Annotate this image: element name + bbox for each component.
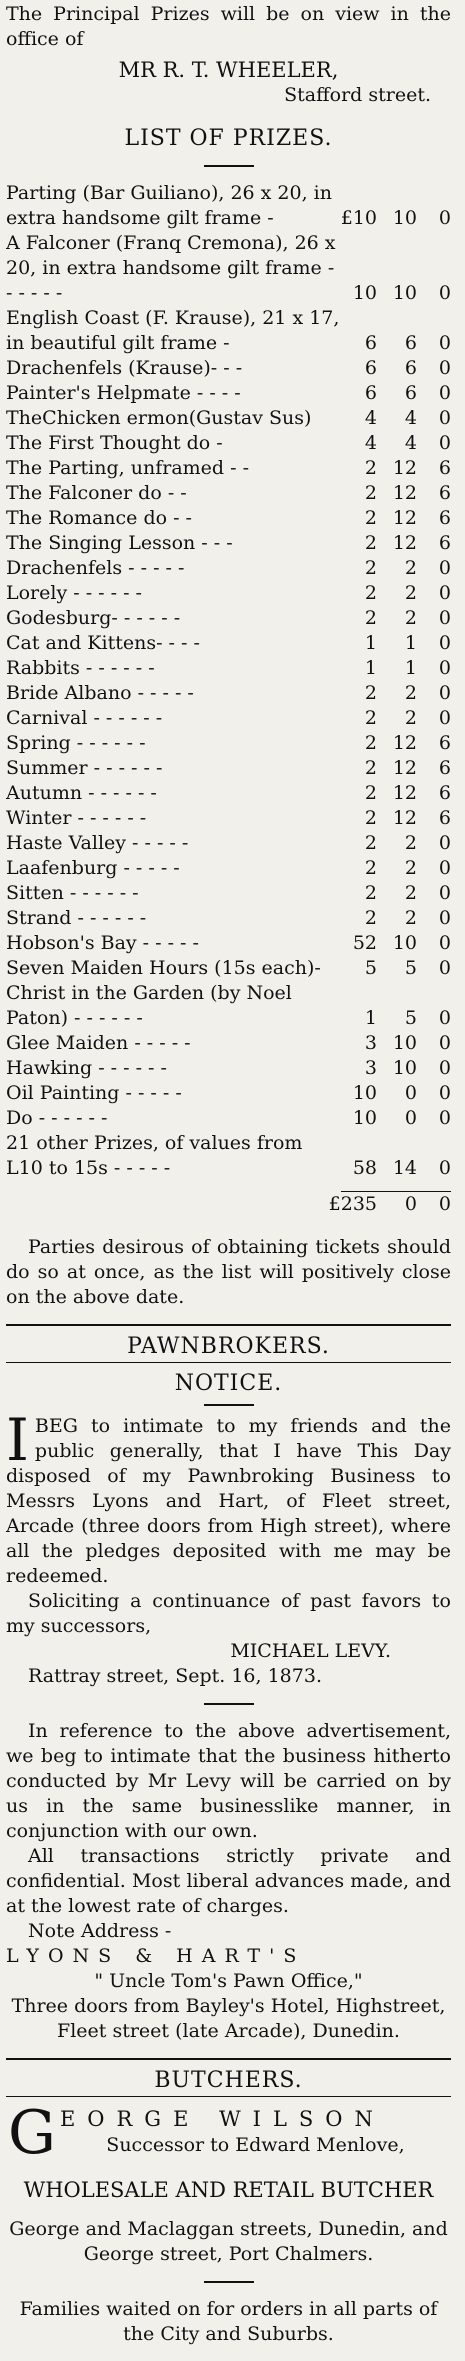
prize-row [6, 1031, 451, 1056]
prize-pounds: 3 [364, 1032, 377, 1054]
pawn-address: Three doors from Bayley's Hotel, Highstreet, Fleet street (late Arcade), Dunedin. [11, 1995, 446, 2042]
prize-row [6, 606, 451, 631]
pawn-office: " Uncle Tom's Pawn Office," [94, 1970, 363, 1992]
prize-pounds: 6 [364, 332, 377, 354]
prize-name: Drachenfels - - - - - [6, 557, 185, 579]
prize-pence: 0 [438, 282, 451, 304]
prize-row [6, 831, 451, 856]
prize-name: Cat and Kittens- - - - [6, 632, 200, 654]
prize-pence: 0 [438, 432, 451, 454]
prize-row [6, 806, 451, 831]
prize-shillings: 12 [392, 482, 417, 504]
pawn-body-3: In reference to the above advertisement, we beg to intimate that the business hitherto conducted by Mr Levy will be carried on by us in the same businesslike manner, in conjunction with our own. [6, 1720, 451, 1842]
prize-name: Glee Maiden - - - - - [6, 1032, 191, 1054]
prize-name: Drachenfels (Krause)- - - [6, 357, 243, 379]
prize-pounds: 10 [352, 1082, 377, 1104]
prize-pounds: 2 [364, 907, 377, 929]
prize-pence: 6 [438, 782, 451, 804]
prize-shillings: 12 [392, 757, 417, 779]
prize-pounds: 2 [364, 707, 377, 729]
prize-pence: 0 [438, 857, 451, 879]
butcher-dropcap: G [8, 2098, 56, 2168]
prize-pence: 0 [438, 607, 451, 629]
prize-pence: 6 [438, 507, 451, 529]
prize-name: Hawking - - - - - - [6, 1057, 167, 1079]
prize-pence: 6 [438, 807, 451, 829]
prize-name: Winter - - - - - - [6, 807, 147, 829]
prize-pence: 0 [438, 1082, 451, 1104]
prize-name: The First Thought do - [6, 432, 223, 454]
prize-pence: 0 [438, 957, 451, 979]
butcher-name-block [6, 2098, 451, 2168]
prize-row [6, 856, 451, 881]
pawn-firm: LYONS & HART'S [6, 1945, 306, 1967]
divider [204, 1404, 254, 1406]
prize-pounds: 2 [364, 782, 377, 804]
prize-pounds: 6 [364, 382, 377, 404]
prize-pence: 6 [438, 482, 451, 504]
prize-row [6, 631, 451, 656]
prize-shillings: 6 [404, 332, 417, 354]
prize-name: Laafenburg - - - - - [6, 857, 180, 879]
prize-shillings: 12 [392, 782, 417, 804]
prize-pounds: 2 [364, 457, 377, 479]
prize-shillings: 10 [392, 207, 417, 229]
prize-pounds: 2 [364, 732, 377, 754]
prize-name: 21 other Prizes, of values from L10 to 15s - - - - - [6, 1132, 303, 1179]
prize-name: Carnival - - - - - - [6, 707, 163, 729]
prize-name: The Romance do - - [6, 507, 192, 529]
prize-pounds: 1 [364, 657, 377, 679]
prize-pence: 0 [438, 1157, 451, 1179]
prize-shillings: 10 [392, 932, 417, 954]
prize-row [6, 1131, 451, 1181]
prize-name: Lorely - - - - - - [6, 582, 142, 604]
prize-pounds: 2 [364, 482, 377, 504]
prize-name: Painter's Helpmate - - - - [6, 382, 241, 404]
section-rule [6, 1362, 451, 1363]
prize-pounds: 5 [364, 957, 377, 979]
prize-pence: 0 [438, 557, 451, 579]
prize-total [6, 1192, 451, 1217]
prize-pence: 0 [438, 1032, 451, 1054]
butcher-address: George and Maclaggan streets, Dunedin, and George street, Port Chalmers. [9, 2218, 448, 2265]
butcher-section-title: BUTCHERS. [154, 2068, 303, 2093]
prize-list [6, 181, 451, 1181]
prize-row [6, 656, 451, 681]
prize-shillings: 2 [404, 682, 417, 704]
prize-pounds: 3 [364, 1057, 377, 1079]
prize-name: English Coast (F. Krause), 21 x 17, in beautiful gilt frame - [6, 307, 340, 354]
prize-pounds: 52 [352, 932, 377, 954]
prize-shillings: 12 [392, 807, 417, 829]
prize-row [6, 906, 451, 931]
prize-pounds: 2 [364, 882, 377, 904]
section-rule [6, 2058, 451, 2060]
total-pounds: £235 [328, 1193, 377, 1215]
prize-pence: 6 [438, 532, 451, 554]
prize-pounds: 58 [352, 1157, 377, 1179]
prize-row [6, 781, 451, 806]
prize-pence: 0 [438, 632, 451, 654]
prize-pounds: 2 [364, 807, 377, 829]
prize-shillings: 12 [392, 507, 417, 529]
prize-pence: 0 [438, 407, 451, 429]
intro-street: Stafford street. [284, 84, 431, 106]
prize-shillings: 14 [392, 1157, 417, 1179]
pawn-section-title: PAWNBROKERS. [127, 1334, 330, 1359]
prize-row [6, 681, 451, 706]
prize-shillings: 2 [404, 882, 417, 904]
prize-pounds: 10 [352, 1107, 377, 1129]
prize-name: Bride Albano - - - - - [6, 682, 194, 704]
prize-pence: 0 [438, 707, 451, 729]
prize-shillings: 0 [404, 1082, 417, 1104]
pawn-signer: MICHAEL LEVY. [230, 1640, 391, 1662]
prize-row [6, 531, 451, 556]
prize-row [6, 881, 451, 906]
prize-row [6, 231, 451, 306]
prize-name: Godesburg- - - - - - [6, 607, 181, 629]
butcher-successor: Successor to Edward Menlove, [106, 2134, 405, 2156]
prize-row [6, 481, 451, 506]
prize-shillings: 2 [404, 607, 417, 629]
prize-row [6, 306, 451, 356]
prize-shillings: 0 [404, 1107, 417, 1129]
prize-pence: 6 [438, 457, 451, 479]
prize-pounds: 4 [364, 432, 377, 454]
prize-shillings: 2 [404, 707, 417, 729]
prize-name: Oil Painting - - - - - [6, 1082, 182, 1104]
prize-pence: 0 [438, 1107, 451, 1129]
prize-name: The Falconer do - - [6, 482, 187, 504]
prize-name: Autumn - - - - - - [6, 782, 157, 804]
butcher-families: Families waited on for orders in all parts of the City and Suburbs. [19, 2298, 438, 2345]
pawn-notice-title: NOTICE. [174, 1371, 283, 1396]
prize-pence: 0 [438, 907, 451, 929]
prize-row [6, 556, 451, 581]
pawn-body-1-text: BEG to intimate to my friends and the public generally, that I have This Day disposed of my Pawnbroking Business to Messrs Lyons and Hart, of Fleet street, Arcade (three doors from High street), where all the pledges deposited with me may be redeemed. [6, 1415, 451, 1587]
newspaper-column [6, 0, 451, 2347]
prize-pence: 0 [438, 382, 451, 404]
prize-pounds: 2 [364, 857, 377, 879]
prize-pounds: 2 [364, 607, 377, 629]
prize-pence: 6 [438, 732, 451, 754]
prize-shillings: 10 [392, 1032, 417, 1054]
prize-row [6, 356, 451, 381]
intro-name: MR R. T. WHEELER, [118, 58, 339, 82]
prize-pounds: 10 [352, 282, 377, 304]
intro-line: The Principal Prizes will be on view in the office of [6, 3, 451, 50]
prize-shillings: 5 [404, 1007, 417, 1029]
prize-pounds: £10 [340, 207, 377, 229]
prize-row [6, 1081, 451, 1106]
prize-shillings: 4 [404, 407, 417, 429]
prize-shillings: 12 [392, 532, 417, 554]
prize-pence: 0 [438, 932, 451, 954]
prize-row [6, 981, 451, 1031]
prize-shillings: 5 [404, 957, 417, 979]
pawn-dropcap: I [6, 1406, 29, 1474]
prize-name: Haste Valley - - - - - [6, 832, 189, 854]
prize-row [6, 181, 451, 231]
pawn-note: Note Address - [28, 1920, 172, 1942]
prize-row [6, 406, 451, 431]
prize-row [6, 581, 451, 606]
prize-pounds: 2 [364, 582, 377, 604]
prize-pence: 6 [438, 757, 451, 779]
prize-shillings: 2 [404, 557, 417, 579]
prize-row [6, 1106, 451, 1131]
divider [204, 1703, 254, 1705]
prize-shillings: 10 [392, 1057, 417, 1079]
divider [204, 2281, 254, 2283]
prize-shillings: 4 [404, 432, 417, 454]
prize-pence: 0 [438, 332, 451, 354]
section-rule [6, 2096, 451, 2097]
prize-pounds: 6 [364, 357, 377, 379]
prize-pounds: 2 [364, 682, 377, 704]
prize-pounds: 2 [364, 557, 377, 579]
prize-name: Rabbits - - - - - - [6, 657, 155, 679]
prize-pounds: 4 [364, 407, 377, 429]
prize-row [6, 756, 451, 781]
prize-shillings: 12 [392, 732, 417, 754]
prize-shillings: 10 [392, 282, 417, 304]
prize-pounds: 2 [364, 532, 377, 554]
divider [204, 165, 254, 167]
prize-row [6, 381, 451, 406]
prize-row [6, 1056, 451, 1081]
prize-row [6, 506, 451, 531]
prize-row [6, 431, 451, 456]
prize-pence: 0 [438, 882, 451, 904]
prize-pence: 0 [438, 657, 451, 679]
prize-shillings: 6 [404, 357, 417, 379]
prize-pounds: 1 [364, 1007, 377, 1029]
prize-row [6, 731, 451, 756]
prize-pence: 0 [438, 582, 451, 604]
prize-pence: 0 [438, 1007, 451, 1029]
pawn-dateline: Rattray street, Sept. 16, 1873. [28, 1665, 322, 1687]
prize-shillings: 2 [404, 907, 417, 929]
butcher-trade: WHOLESALE AND RETAIL BUTCHER [23, 2178, 434, 2202]
prize-pounds: 1 [364, 632, 377, 654]
prize-name: The Singing Lesson - - - [6, 532, 233, 554]
prize-shillings: 2 [404, 857, 417, 879]
prize-shillings: 2 [404, 582, 417, 604]
prize-shillings: 12 [392, 457, 417, 479]
prize-name: Strand - - - - - - [6, 907, 147, 929]
prize-row [6, 456, 451, 481]
prize-name: Parting (Bar Guiliano), 26 x 20, in extra handsome gilt frame - [6, 182, 332, 229]
prize-name: TheChicken ermon(Gustav Sus) [6, 407, 312, 429]
total-shillings: 0 [404, 1193, 417, 1215]
prize-pence: 0 [438, 1057, 451, 1079]
pawn-body-4: All transactions strictly private and confidential. Most liberal advances made, and at the lowest rate of charges. [6, 1845, 451, 1917]
prize-name: Spring - - - - - - [6, 732, 146, 754]
prize-name: Sitten - - - - - - [6, 882, 139, 904]
pawn-body-1 [6, 1406, 451, 1589]
total-pence: 0 [438, 1193, 451, 1215]
prize-name: Seven Maiden Hours (15s each)- [6, 957, 321, 979]
prize-name: Christ in the Garden (by Noel Paton) - - - - - - [6, 982, 292, 1029]
prize-shillings: 6 [404, 382, 417, 404]
pawn-body-2: Soliciting a continuance of past favors to my successors, [6, 1590, 451, 1637]
prize-pence: 0 [438, 832, 451, 854]
prize-shillings: 1 [404, 657, 417, 679]
prize-name: A Falconer (Franq Cremona), 26 x 20, in extra handsome gilt frame - - - - - - [6, 232, 336, 304]
prize-pence: 0 [438, 682, 451, 704]
prize-row [6, 956, 451, 981]
prize-pounds: 2 [364, 757, 377, 779]
prize-pence: 0 [438, 207, 451, 229]
prize-pounds: 2 [364, 507, 377, 529]
prize-name: The Parting, unframed - - [6, 457, 249, 479]
prize-name: Hobson's Bay - - - - - [6, 932, 199, 954]
prize-name: Summer - - - - - - [6, 757, 163, 779]
prize-shillings: 2 [404, 832, 417, 854]
butcher-name: EORGE WILSON [59, 2107, 385, 2131]
prize-pounds: 2 [364, 832, 377, 854]
prize-shillings: 1 [404, 632, 417, 654]
prize-name: Do - - - - - - [6, 1107, 108, 1129]
prize-row [6, 931, 451, 956]
list-title: LIST OF PRIZES. [124, 126, 333, 151]
prize-pence: 0 [438, 357, 451, 379]
section-rule [6, 1324, 451, 1326]
prize-row [6, 706, 451, 731]
closing-note: Parties desirous of obtaining tickets should do so at once, as the list will positively close on the above date. [6, 1236, 451, 1308]
